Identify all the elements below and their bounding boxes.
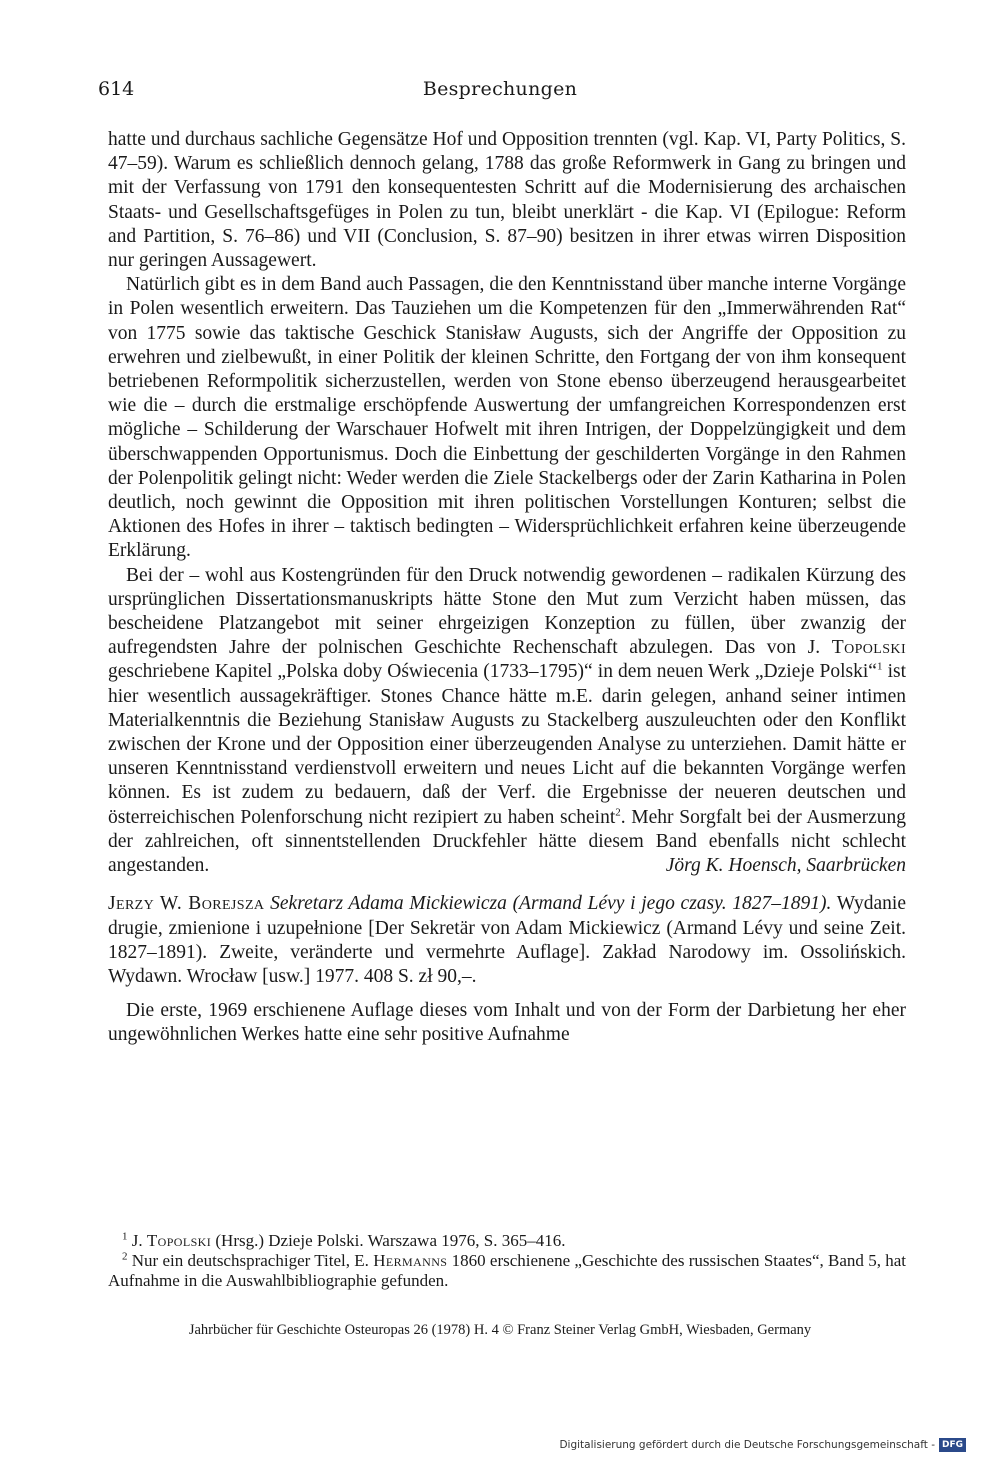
text-run: Bei der – wohl aus Kostengründen für den Druck notwendig gewordenen – radikalen Kürzung des ursprünglichen Dissertationsmanuskripts hätte Stone den Mut zum Verzicht haben müssen, das bescheidene Platzangebot mit seiner ehrgeizigen Konzeption zu füllen, über zwanzig der aufregendsten Jahre der polnischen Geschichte Rechenschaft abzulegen. Das von J.	[108, 564, 906, 659]
paragraph: hatte und durchaus sachliche Gegensätze Hof und Opposition trennten (vgl. Kap. VI, Party Politics, S. 47–59). Warum es schließlich dennoch gelang, 1788 das große Reformwerk in Gang zu bringen und mit der Verfassung von 1791 den konsequentesten Schritt auf die Modernisierung des archaischen Staats- und Gesellschaftsgefüges in Polen zu tun, bleibt unerklärt - die Kap. VI (Epilogue: Reform and Partition, S. 76–86) und VII (Conclusion, S. 87–90) besitzen in ihrer etwas wirren Disposition nur geringen Aussagewert.	[108, 129, 906, 272]
footnote-ref[interactable]: 1	[876, 660, 883, 673]
author-name: Hermanns	[373, 1251, 448, 1270]
main-text	[108, 128, 906, 1048]
paragraph: Natürlich gibt es in dem Band auch Passagen, die den Kenntnisstand über manche interne Vorgänge in Polen wesentlich erweitern. Das Tauziehen um die Kompetenzen für den „Immerwährenden Rat“ von 1775 sowie das taktische Geschick Stanisław Augusts, sich der Angriffe der Opposition zu erwehren und zielbewußt, in einer Politik der kleinen Schritte, den Fortgang der von ihm konsequent betriebenen Reformpolitik sicherzustellen, werden von Stone ebenso überzeugend herausgearbeitet wie die – durch die erstmalige erschöpfende Auswertung der umfangreichen Korrespondenzen erst mögliche – Schilderung der Warschauer Hofwelt mit ihren Intrigen, der Doppelzüngigkeit und dem überschwappenden Opportunismus. Doch die Einbettung der geschilderten Vorgänge in den Rahmen der Polenpolitik gelingt nicht: Weder werden die Ziele Stackelbergs oder der Zarin Katharina in Polen deutlich, noch gewinnt die Opposition mit ihren politischen Vorstellungen Konturen; selbst die Aktionen des Hofes in ihrer – taktisch bedingten – Widersprüchlichkeit erfahren keine überzeugende Erklärung.	[108, 274, 906, 562]
text-run: (Hrsg.) Dzieje Polski. Warszawa 1976, S. 365–416.	[215, 1231, 566, 1250]
digitization-text: Digitalisierung gefördert durch die Deutsche Forschungsgemeinschaft -	[559, 1439, 935, 1451]
text-run: . Mehr Sorgfalt bei der Ausmerzung der zahlreichen, oft sinnentstellenden Druckfehler hätte diesem Band ebenfalls nicht schlecht angestanden.	[108, 806, 906, 877]
paragraph	[108, 564, 906, 879]
digitization-note	[559, 1438, 966, 1452]
book-title: Sekretarz Adama Mickiewicza (Armand Lévy i jego czasy. 1827–1891).	[270, 893, 832, 915]
text-run: 1860 erschienene „Geschichte des russischen Staates“, Band 5, hat Aufnahme in die Auswahlbibliographie gefunden.	[108, 1251, 907, 1290]
review-citation	[108, 892, 906, 989]
reviewer-signature: Jörg K. Hoensch, Saarbrücken	[665, 855, 906, 877]
footnote-ref[interactable]: 2	[615, 806, 621, 819]
book-author: Jerzy W. Borejsza	[108, 893, 265, 915]
footnote-number: 2	[122, 1250, 128, 1263]
footnote	[108, 1251, 906, 1291]
running-head: Besprechungen	[422, 78, 578, 100]
page-header	[0, 78, 1000, 108]
author-name: Topolski	[146, 1231, 212, 1250]
journal-imprint: Jahrbücher für Geschichte Osteuropas 26 (1978) H. 4 © Franz Steiner Verlag GmbH, Wiesbaden, Germany	[188, 1322, 812, 1338]
page-number: 614	[98, 78, 135, 100]
footnote-number: 1	[122, 1230, 128, 1243]
paragraph: Die erste, 1969 erschienene Auflage dieses vom Inhalt und von der Form der Darbietung her eher ungewöhnlichen Werkes hatte eine sehr positive Aufnahme	[108, 1000, 906, 1046]
book-details: Wydanie drugie, zmienione i uzupełnione [Der Sekretär von Adam Mickiewicz (Armand Lévy und seine Zeit. 1827–1891). Zweite, veränderte und vermehrte Auflage]. Zakład Narodowy im. Ossolińskich. Wydawn. Wrocław [usw.] 1977. 408 S. zł 90,–.	[108, 893, 907, 987]
text-run: ist hier wesentlich aussagekräftiger. Stones Chance hätte m.E. darin gelegen, anhand seiner intimen Materialkenntnis die Beziehung Stanisław Augusts zu Stackelberg auszuleuchten oder den Konflikt zwischen der Krone und der Opposition einer überzeugenden Analyse zu unterziehen. Damit hätte er unseren Kenntnisstand verdienstvoll erweitern und neues Licht auf die bekannten Vorgänge werfen können. Es ist zudem zu bedauern, daß der Verf. die Ergebnisse der neueren deutschen und österreichischen Polenforschung nicht rezipiert zu haben scheint	[108, 661, 906, 828]
text-run: J.	[131, 1231, 143, 1250]
dfg-logo-icon: DFG	[939, 1438, 966, 1452]
footnote	[108, 1231, 906, 1251]
text-run: geschriebene Kapitel „Polska doby Oświecenia (1733–1795)“ in dem neuen Werk „Dzieje Polski“	[108, 661, 877, 683]
author-name: Topolski	[831, 637, 907, 659]
text-run: Nur ein deutschsprachiger Titel, E.	[131, 1251, 369, 1270]
footnotes	[108, 1231, 906, 1291]
